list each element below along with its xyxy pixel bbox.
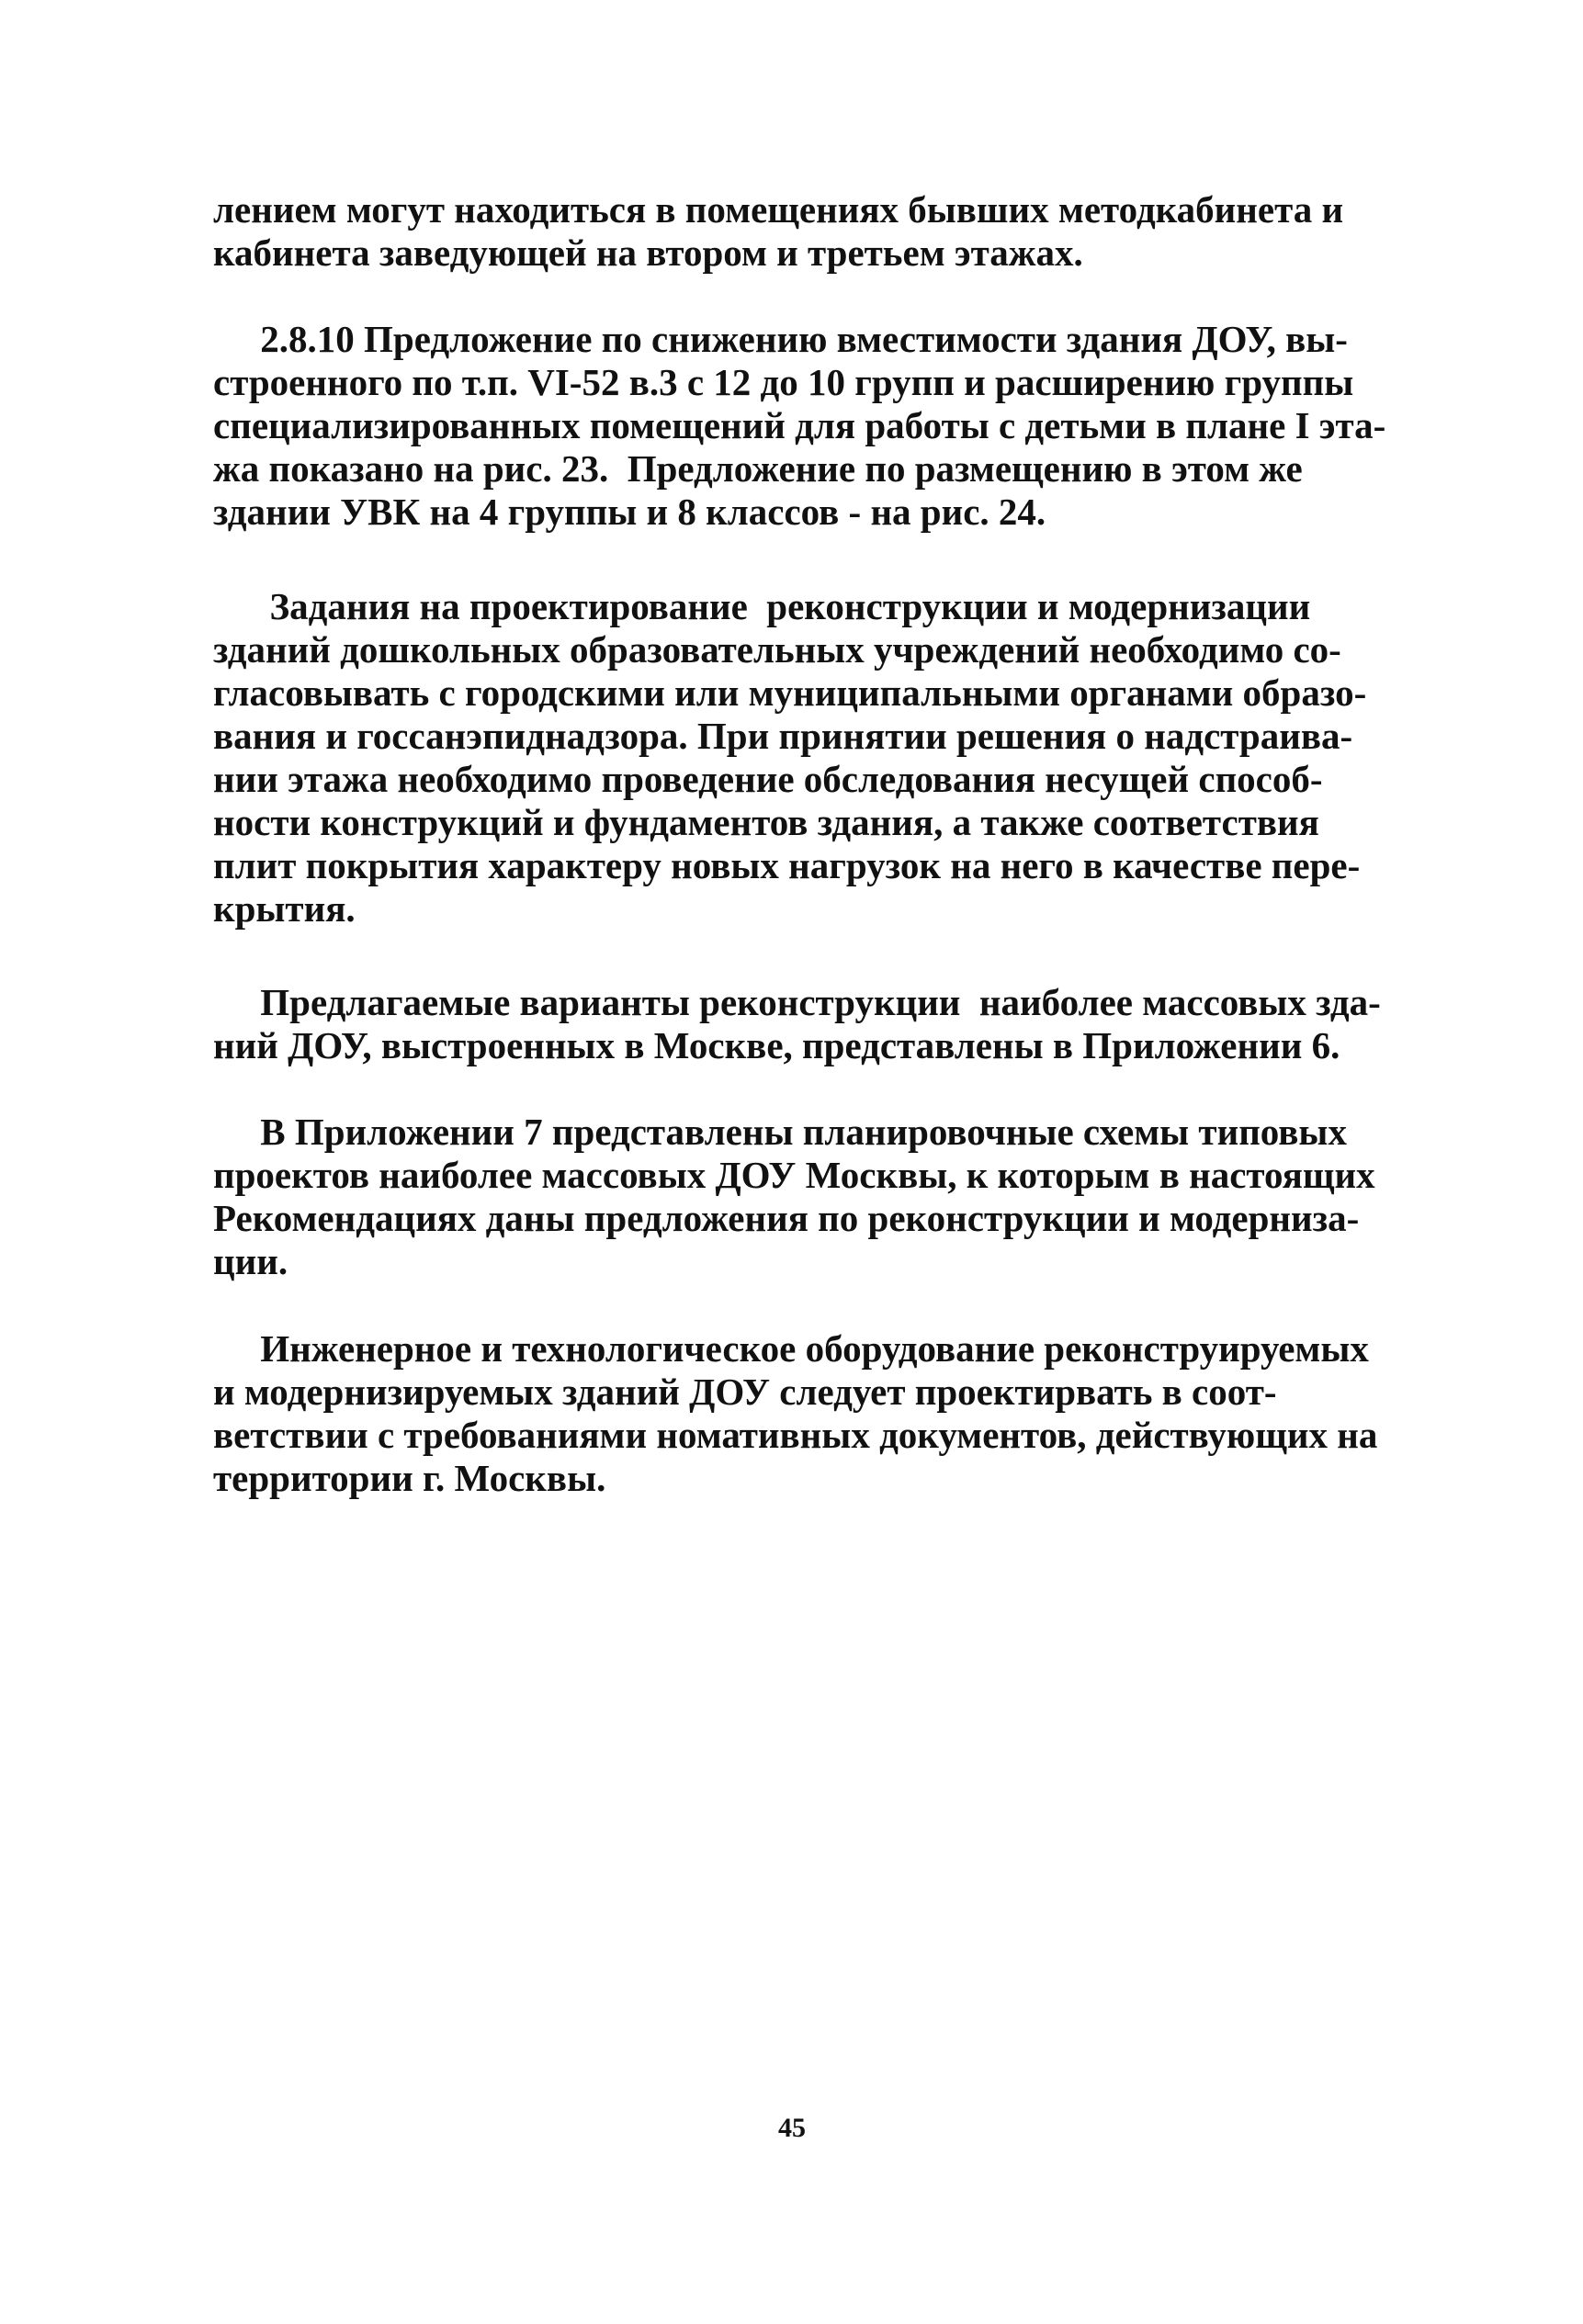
text-line: В Приложении 7 представлены планировочные схемы типовых xyxy=(213,1111,1347,1153)
text-line: кабинета заведующей на втором и третьем этажах. xyxy=(213,231,1083,274)
text-line: и модернизируемых зданий ДОУ следует проектирвать в соот- xyxy=(213,1371,1277,1413)
text-line: территории г. Москвы. xyxy=(213,1457,606,1499)
text-line: ности конструкций и фундаментов здания, а также соответствия xyxy=(213,801,1319,843)
text-line: плит покрытия характеру новых нагрузок на него в качестве пере- xyxy=(213,844,1361,886)
paragraph-appendix-6 xyxy=(213,981,1381,1067)
text-line: вания и госсанэпиднадзора. При принятии решения о надстраива- xyxy=(213,715,1353,757)
paragraph-appendix-7 xyxy=(213,1111,1375,1283)
paragraph-design-tasks xyxy=(213,585,1366,931)
text-line: гласовывать с городскими или муниципальными органами образо- xyxy=(213,671,1367,714)
text-line: Рекомендациях даны предложения по реконструкции и модерниза- xyxy=(213,1197,1360,1239)
text-line: Предлагаемые варианты реконструкции наиболее массовых зда- xyxy=(213,981,1381,1023)
text-line: крытия. xyxy=(213,887,356,930)
text-line: нии этажа необходимо проведение обследования несущей способ- xyxy=(213,758,1323,800)
text-line: лением могут находиться в помещениях бывших методкабинета и xyxy=(213,188,1344,231)
page-number: 45 xyxy=(778,2113,806,2143)
text-line: жа показано на рис. 23. Предложение по размещению в этом же xyxy=(213,447,1303,490)
text-line: 2.8.10 Предложение по снижению вместимости здания ДОУ, вы- xyxy=(213,318,1348,360)
text-line: строенного по т.п. VI-52 в.3 с 12 до 10 групп и расширению группы xyxy=(213,361,1354,403)
text-line: ции. xyxy=(213,1240,288,1282)
text-line: Инженерное и технологическое оборудование реконструируемых xyxy=(213,1327,1369,1370)
text-line: специализированных помещений для работы с детьми в плане I эта- xyxy=(213,404,1386,446)
text-line: ний ДОУ, выстроенных в Москве, представлены в Приложении 6. xyxy=(213,1024,1340,1066)
paragraph-continuation xyxy=(213,188,1343,275)
text-line: ветствии с требованиями номативных документов, действующих на xyxy=(213,1414,1378,1456)
paragraph-engineering-equipment xyxy=(213,1327,1377,1500)
text-line: зданий дошкольных образовательных учреждений необходимо со- xyxy=(213,628,1341,671)
paragraph-section-2-8-10 xyxy=(213,318,1385,534)
text-line: здании УВК на 4 группы и 8 классов - на рис. 24. xyxy=(213,491,1046,533)
text-line: Задания на проектирование реконструкции и модернизации xyxy=(213,585,1311,627)
text-line: проектов наиболее массовых ДОУ Москвы, к которым в настоящих xyxy=(213,1154,1375,1196)
